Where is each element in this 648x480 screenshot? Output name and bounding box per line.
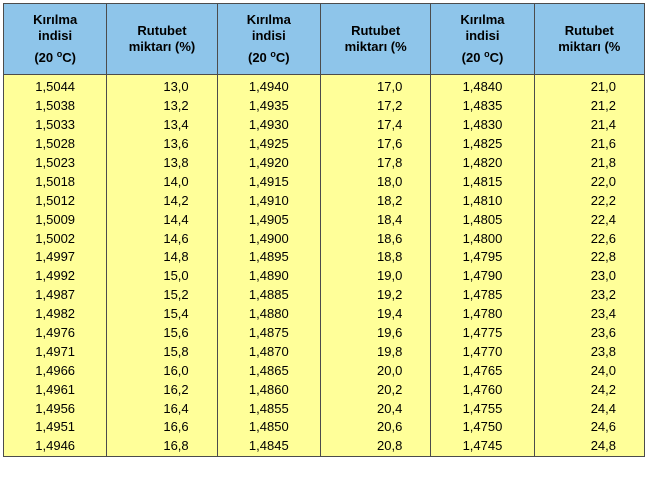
moisture-cell: 20,8 <box>320 437 430 456</box>
moisture-cell: 23,0 <box>534 267 644 286</box>
refractive-index-cell: 1,4800 <box>431 229 534 248</box>
refractive-index-cell: 1,4775 <box>431 324 534 343</box>
moisture-cell: 17,8 <box>320 154 430 173</box>
moisture-cell: 22,2 <box>534 191 644 210</box>
degree-sign: o <box>484 49 490 59</box>
table-row <box>4 229 645 248</box>
moisture-cell: 22,4 <box>534 210 644 229</box>
moisture-cell: 15,8 <box>107 342 217 361</box>
header-moisture-line1: Rutubet <box>564 23 614 38</box>
moisture-cell: 16,0 <box>107 361 217 380</box>
table-row <box>4 75 645 97</box>
refractive-index-moisture-table <box>3 3 645 457</box>
header-index-line2: indisi <box>38 28 73 43</box>
table-row <box>4 324 645 343</box>
header-index-line2: indisi <box>465 28 500 43</box>
refractive-index-cell: 1,4760 <box>431 380 534 399</box>
table-row <box>4 191 645 210</box>
table-row <box>4 286 645 305</box>
header-moisture-line1: Rutubet <box>137 23 187 38</box>
moisture-cell: 22,6 <box>534 229 644 248</box>
moisture-cell: 24,4 <box>534 399 644 418</box>
table-body <box>4 75 645 457</box>
refractive-index-cell: 1,5038 <box>4 97 107 116</box>
moisture-cell: 17,6 <box>320 135 430 154</box>
refractive-index-cell: 1,5002 <box>4 229 107 248</box>
refractive-index-cell: 1,4855 <box>217 399 320 418</box>
refractive-index-cell: 1,5044 <box>4 75 107 97</box>
moisture-cell: 14,0 <box>107 172 217 191</box>
refractive-index-cell: 1,4971 <box>4 342 107 361</box>
moisture-cell: 21,2 <box>534 97 644 116</box>
moisture-cell: 20,2 <box>320 380 430 399</box>
refractive-index-cell: 1,4860 <box>217 380 320 399</box>
moisture-cell: 14,6 <box>107 229 217 248</box>
header-moisture-3 <box>534 4 644 75</box>
header-index-line1: Kırılma <box>460 12 505 27</box>
moisture-cell: 20,6 <box>320 418 430 437</box>
moisture-cell: 23,8 <box>534 342 644 361</box>
refractive-index-cell: 1,5009 <box>4 210 107 229</box>
moisture-cell: 17,0 <box>320 75 430 97</box>
refractive-index-cell: 1,4780 <box>431 305 534 324</box>
header-index-temperature <box>4 50 106 66</box>
header-index-temperature <box>431 50 533 66</box>
refractive-index-cell: 1,4930 <box>217 116 320 135</box>
refractive-index-cell: 1,4865 <box>217 361 320 380</box>
refractive-index-cell: 1,4935 <box>217 97 320 116</box>
temp-prefix: (20 <box>248 50 271 65</box>
refractive-index-cell: 1,4815 <box>431 172 534 191</box>
refractive-index-cell: 1,4845 <box>217 437 320 456</box>
moisture-cell: 13,6 <box>107 135 217 154</box>
refractive-index-cell: 1,4900 <box>217 229 320 248</box>
refractive-index-cell: 1,4810 <box>431 191 534 210</box>
refractive-index-cell: 1,4785 <box>431 286 534 305</box>
header-refractive-index-1 <box>4 4 107 75</box>
refractive-index-cell: 1,4920 <box>217 154 320 173</box>
moisture-cell: 16,4 <box>107 399 217 418</box>
temp-prefix: (20 <box>34 50 57 65</box>
refractive-index-cell: 1,4915 <box>217 172 320 191</box>
moisture-cell: 23,4 <box>534 305 644 324</box>
refractive-index-cell: 1,4805 <box>431 210 534 229</box>
header-row <box>4 4 645 75</box>
moisture-cell: 19,8 <box>320 342 430 361</box>
table-row <box>4 437 645 456</box>
moisture-cell: 22,0 <box>534 172 644 191</box>
table-row <box>4 135 645 154</box>
moisture-cell: 22,8 <box>534 248 644 267</box>
header-moisture-1 <box>107 4 217 75</box>
header-moisture-line2: miktarı (% <box>558 39 621 54</box>
table-row <box>4 418 645 437</box>
moisture-cell: 24,2 <box>534 380 644 399</box>
refractive-index-cell: 1,4925 <box>217 135 320 154</box>
moisture-cell: 18,8 <box>320 248 430 267</box>
degree-sign: o <box>56 49 63 59</box>
moisture-cell: 18,2 <box>320 191 430 210</box>
refractive-index-cell: 1,4905 <box>217 210 320 229</box>
moisture-cell: 15,0 <box>107 267 217 286</box>
refractive-index-cell: 1,5012 <box>4 191 107 210</box>
refractive-index-cell: 1,4890 <box>217 267 320 286</box>
moisture-cell: 15,2 <box>107 286 217 305</box>
table-row <box>4 97 645 116</box>
refractive-index-cell: 1,4961 <box>4 380 107 399</box>
refractive-index-cell: 1,4790 <box>431 267 534 286</box>
moisture-cell: 19,4 <box>320 305 430 324</box>
moisture-cell: 19,0 <box>320 267 430 286</box>
header-moisture-2 <box>320 4 430 75</box>
refractive-index-cell: 1,4992 <box>4 267 107 286</box>
table-row <box>4 267 645 286</box>
refractive-index-cell: 1,4765 <box>431 361 534 380</box>
moisture-cell: 14,8 <box>107 248 217 267</box>
refractive-index-cell: 1,4982 <box>4 305 107 324</box>
table-row <box>4 210 645 229</box>
header-index-line2: indisi <box>251 28 286 43</box>
refractive-index-cell: 1,4997 <box>4 248 107 267</box>
moisture-cell: 21,6 <box>534 135 644 154</box>
moisture-cell: 18,0 <box>320 172 430 191</box>
refractive-index-cell: 1,4966 <box>4 361 107 380</box>
temp-suffix: C) <box>489 50 504 65</box>
degree-sign: o <box>270 49 276 59</box>
moisture-cell: 21,8 <box>534 154 644 173</box>
table-row <box>4 380 645 399</box>
moisture-cell: 17,4 <box>320 116 430 135</box>
refractive-index-cell: 1,4770 <box>431 342 534 361</box>
moisture-cell: 18,6 <box>320 229 430 248</box>
temp-suffix: C) <box>275 50 290 65</box>
moisture-cell: 19,2 <box>320 286 430 305</box>
table-row <box>4 305 645 324</box>
refractive-index-cell: 1,4755 <box>431 399 534 418</box>
table-row <box>4 248 645 267</box>
refractive-index-cell: 1,4840 <box>431 75 534 97</box>
moisture-cell: 24,0 <box>534 361 644 380</box>
refractive-index-cell: 1,4795 <box>431 248 534 267</box>
header-refractive-index-2 <box>217 4 320 75</box>
header-index-line1: Kırılma <box>33 12 78 27</box>
refractive-index-cell: 1,5018 <box>4 172 107 191</box>
moisture-cell: 14,4 <box>107 210 217 229</box>
refractive-index-cell: 1,4825 <box>431 135 534 154</box>
header-moisture-line1: Rutubet <box>351 23 401 38</box>
refractive-index-cell: 1,4880 <box>217 305 320 324</box>
moisture-cell: 24,8 <box>534 437 644 456</box>
refractive-index-cell: 1,4820 <box>431 154 534 173</box>
table-row <box>4 342 645 361</box>
table-row <box>4 399 645 418</box>
moisture-cell: 15,4 <box>107 305 217 324</box>
header-index-temperature <box>218 50 320 66</box>
moisture-cell: 20,0 <box>320 361 430 380</box>
refractive-index-cell: 1,4987 <box>4 286 107 305</box>
moisture-cell: 13,8 <box>107 154 217 173</box>
table-row <box>4 361 645 380</box>
refractive-index-cell: 1,4875 <box>217 324 320 343</box>
refractive-index-cell: 1,4870 <box>217 342 320 361</box>
table-row <box>4 116 645 135</box>
header-index-line1: Kırılma <box>246 12 291 27</box>
header-moisture-line2: miktarı (% <box>344 39 407 54</box>
refractive-index-cell: 1,4956 <box>4 399 107 418</box>
refractive-index-cell: 1,4940 <box>217 75 320 97</box>
refractive-index-moisture-table-container <box>3 3 645 457</box>
header-refractive-index-3 <box>431 4 534 75</box>
refractive-index-cell: 1,5023 <box>4 154 107 173</box>
moisture-cell: 15,6 <box>107 324 217 343</box>
moisture-cell: 23,6 <box>534 324 644 343</box>
refractive-index-cell: 1,4830 <box>431 116 534 135</box>
refractive-index-cell: 1,4885 <box>217 286 320 305</box>
moisture-cell: 16,8 <box>107 437 217 456</box>
refractive-index-cell: 1,5033 <box>4 116 107 135</box>
moisture-cell: 16,6 <box>107 418 217 437</box>
refractive-index-cell: 1,4946 <box>4 437 107 456</box>
refractive-index-cell: 1,4895 <box>217 248 320 267</box>
moisture-cell: 14,2 <box>107 191 217 210</box>
moisture-cell: 13,4 <box>107 116 217 135</box>
moisture-cell: 20,4 <box>320 399 430 418</box>
moisture-cell: 17,2 <box>320 97 430 116</box>
refractive-index-cell: 1,4951 <box>4 418 107 437</box>
refractive-index-cell: 1,4850 <box>217 418 320 437</box>
moisture-cell: 21,0 <box>534 75 644 97</box>
refractive-index-cell: 1,4750 <box>431 418 534 437</box>
moisture-cell: 24,6 <box>534 418 644 437</box>
moisture-cell: 21,4 <box>534 116 644 135</box>
moisture-cell: 19,6 <box>320 324 430 343</box>
refractive-index-cell: 1,4976 <box>4 324 107 343</box>
table-row <box>4 172 645 191</box>
moisture-cell: 16,2 <box>107 380 217 399</box>
moisture-cell: 18,4 <box>320 210 430 229</box>
header-moisture-line2: miktarı (%) <box>128 39 196 54</box>
refractive-index-cell: 1,4910 <box>217 191 320 210</box>
temp-suffix: C) <box>62 50 76 65</box>
moisture-cell: 13,0 <box>107 75 217 97</box>
refractive-index-cell: 1,4835 <box>431 97 534 116</box>
refractive-index-cell: 1,4745 <box>431 437 534 456</box>
temp-prefix: (20 <box>461 50 485 65</box>
moisture-cell: 23,2 <box>534 286 644 305</box>
refractive-index-cell: 1,5028 <box>4 135 107 154</box>
table-row <box>4 154 645 173</box>
moisture-cell: 13,2 <box>107 97 217 116</box>
